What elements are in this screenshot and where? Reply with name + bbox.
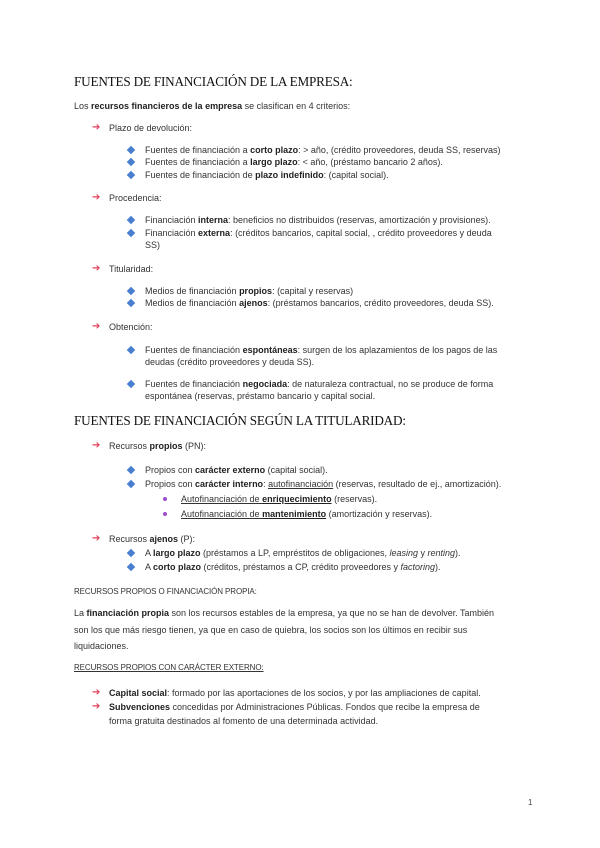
heading-titularidad: FUENTES DE FINANCIACIÓN SEGÚN LA TITULARIDAD: [74,413,406,428]
section-title-caracter-externo: RECURSOS PROPIOS CON CARÁCTER EXTERNO: [74,663,264,672]
diamond-bullet-icon [127,299,135,307]
diamond-bullet-icon [127,171,135,179]
diamond-bullet-icon [127,346,135,354]
recursos-ajenos-label: Recursos ajenos (P): [109,534,196,544]
paragraph-line: liquidaciones. [74,641,129,651]
diamond-bullet-icon [127,146,135,154]
criterion-label: Procedencia: [109,193,162,203]
list-item: Medios de financiación ajenos: (préstamos bancarios, crédito proveedores, deuda SS). [145,298,494,308]
arrow-bullet-icon: ➔ [92,440,101,451]
recursos-propios-label: Recursos propios (PN): [109,441,207,451]
list-item: Propios con carácter interno: autofinanciación (reservas, resultado de ej., amortización). [145,479,502,489]
arrow-bullet-icon: ➔ [92,192,101,203]
diamond-bullet-icon [127,287,135,295]
list-item-continuation: SS) [145,240,161,250]
diamond-bullet-icon [127,480,135,488]
criterion-label: Plazo de devolución: [109,123,193,133]
page-number: 1 [528,798,533,807]
list-item: Fuentes de financiación negociada: de naturaleza contractual, no se produce de forma [145,379,494,389]
criterion-label: Titularidad: [109,264,154,274]
circle-bullet-icon [163,512,167,516]
heading-fuentes-financiacion: FUENTES DE FINANCIACIÓN DE LA EMPRESA: [74,74,353,89]
arrow-bullet-icon: ➔ [92,533,101,544]
list-item-continuation: deudas (crédito proveedores y deuda SS). [145,357,315,367]
paragraph-line: La financiación propia son los recursos estables de la empresa, ya que no se han de devolver. También [74,608,495,618]
list-item: Capital social: formado por las aportaciones de los socios, y por las ampliaciones de capital. [109,688,481,698]
list-item: Subvenciones concedidas por Administraciones Públicas. Fondos que recibe la empresa de [109,702,480,712]
arrow-bullet-icon: ➔ [92,122,101,133]
list-item: Medios de financiación propios: (capital y reservas) [145,286,354,296]
diamond-bullet-icon [127,466,135,474]
diamond-bullet-icon [127,563,135,571]
paragraph-line: son los que más riesgo tienen, ya que en caso de quiebra, los socios son los últimos en recibir sus [74,625,468,635]
arrow-bullet-icon: ➔ [92,687,101,698]
list-item-continuation: forma gratuita destinados al fomento de una determinada actividad. [109,716,379,726]
list-item: Financiación interna: beneficios no distribuidos (reservas, amortización y provisiones). [145,215,491,225]
diamond-bullet-icon [127,549,135,557]
diamond-bullet-icon [127,158,135,166]
list-item: Propios con carácter externo (capital social). [145,465,328,475]
diamond-bullet-icon [127,380,135,388]
list-item: A largo plazo (préstamos a LP, empréstitos de obligaciones, leasing y renting). [145,548,461,558]
list-item-continuation: espontánea (reservas, préstamo bancario y capital social. [145,391,376,401]
intro-paragraph: Los recursos financieros de la empresa se clasifican en 4 criterios: [74,101,351,111]
list-item: Fuentes de financiación a corto plazo: > año, (crédito proveedores, deuda SS, reservas) [145,145,501,155]
list-item: Fuentes de financiación de plazo indefinido: (capital social). [145,170,389,180]
list-item: A corto plazo (créditos, préstamos a CP, crédito proveedores y factoring). [145,562,441,572]
diamond-bullet-icon [127,216,135,224]
circle-bullet-icon [163,497,167,501]
diamond-bullet-icon [127,229,135,237]
section-title-recursos-propios: RECURSOS PROPIOS O FINANCIACIÓN PROPIA: [74,587,257,596]
criterion-label: Obtención: [109,322,153,332]
list-item: Financiación externa: (créditos bancarios, capital social, , crédito proveedores y deuda [145,228,492,238]
arrow-bullet-icon: ➔ [92,701,101,712]
sub-list-item: Autofinanciación de enriquecimiento (reservas). [181,494,378,504]
list-item: Fuentes de financiación a largo plazo: < año, (préstamo bancario 2 años). [145,157,443,167]
arrow-bullet-icon: ➔ [92,263,101,274]
sub-list-item: Autofinanciación de mantenimiento (amortización y reservas). [181,509,433,519]
arrow-bullet-icon: ➔ [92,321,101,332]
list-item: Fuentes de financiación espontáneas: surgen de los aplazamientos de los pagos de las [145,345,498,355]
